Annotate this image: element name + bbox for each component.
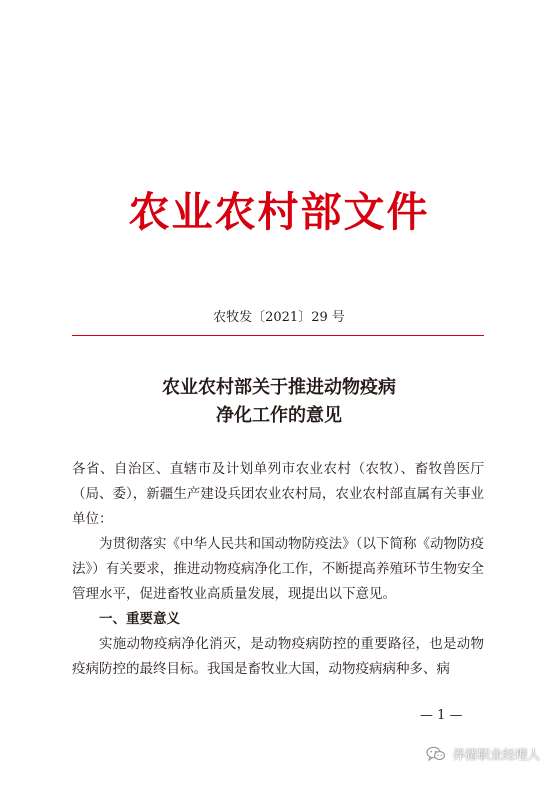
document-title-line-1: 农业农村部关于推进动物疫病	[162, 377, 396, 398]
addressees-paragraph: 各省、自治区、直辖市及计划单列市农业农村（农牧）、畜牧兽医厅（局、委），新疆生产建设兵团农业农村局，农业农村部直属有关事业单位：	[72, 461, 484, 527]
intro-paragraph: 为贯彻落实《中华人民共和国动物防疫法》（以下简称《动物防疫法》）有关要求，推进动物疫病净化工作，不断提高养殖环节生物安全管理水平，促进畜牧业高质量发展，现提出以下意见。	[72, 536, 484, 602]
watermark	[426, 745, 540, 763]
section-1-heading: 一、重要意义	[99, 611, 180, 627]
red-divider-line	[72, 335, 484, 336]
document-body	[72, 457, 484, 682]
section-1-paragraph: 实施动物疫病净化消灭，是动物疫病防控的重要路径，也是动物疫病防控的最终目标。我国是畜牧业大国，动物疫病病种多、病	[72, 636, 484, 677]
wechat-icon	[426, 746, 446, 762]
issuer-header: 农业农村部文件	[128, 188, 430, 236]
page-number: — 1 —	[420, 708, 463, 723]
watermark-text: 养猪职业经理人	[452, 747, 540, 762]
document-title-line-2: 净化工作的意见	[216, 405, 342, 426]
document-title	[0, 374, 558, 430]
document-number: 农牧发〔2021〕29 号	[213, 310, 345, 325]
